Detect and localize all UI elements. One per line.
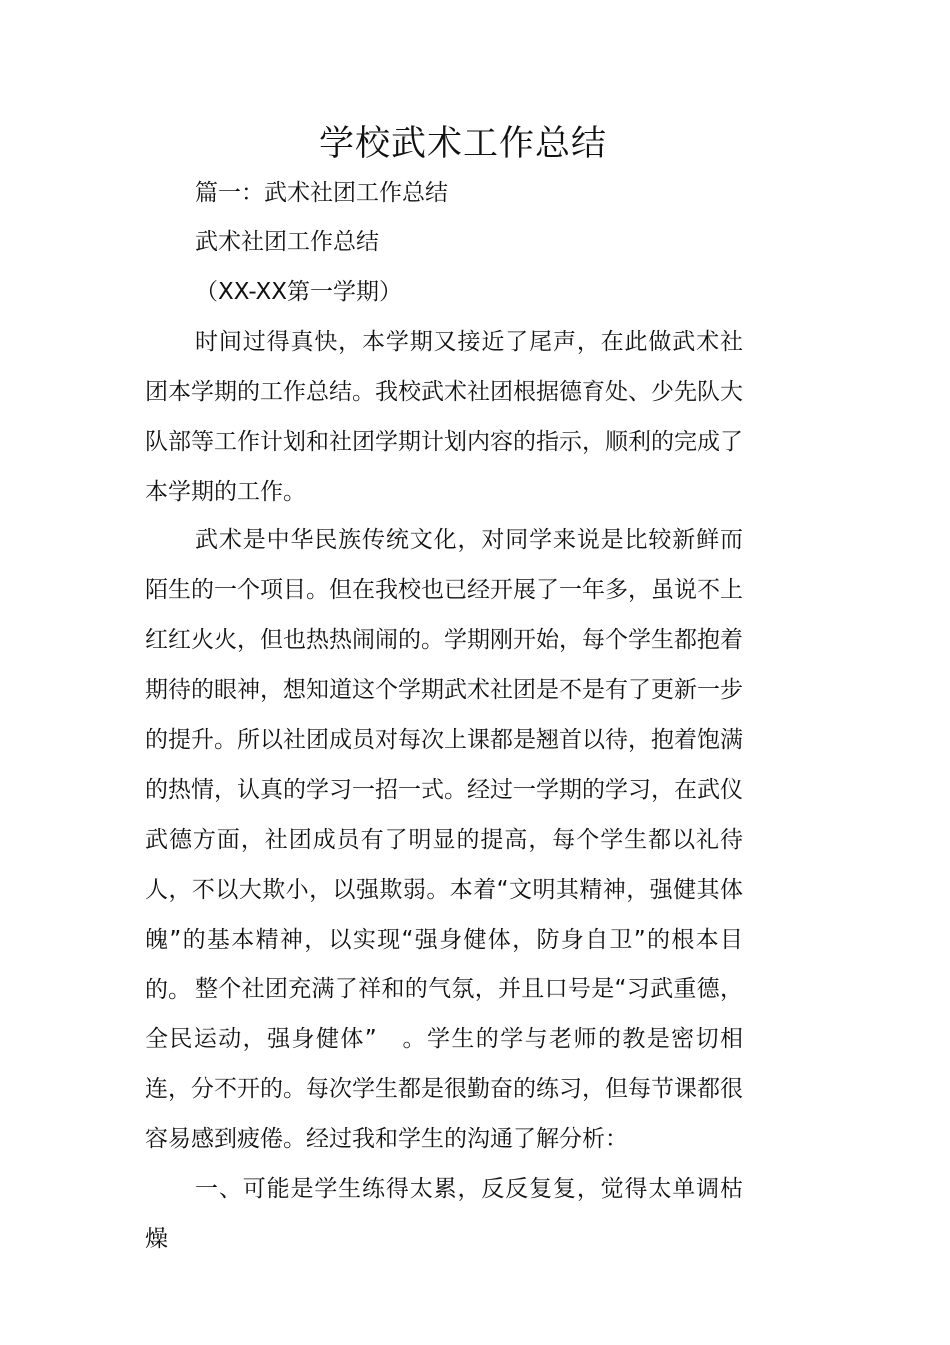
document-subtitle: 武术社团工作总结 [195, 229, 379, 255]
section-heading: 篇一：武术社团工作总结 [195, 180, 448, 206]
term-label: （XX-XX第一学期） [195, 279, 403, 305]
paragraph-1: 时间过得真快，本学期又接近了尾声，在此做武术社团本学期的工作总结。我校武术社团根据德育处、少先队大队部等工作计划和社团学期计划内容的指示，顺利的完成了本学期的工作。 [145, 329, 743, 505]
paragraph-4: 一、可能是学生练得太累，反反复复，觉得太单调枯燥 [145, 1176, 743, 1252]
paragraph-2: 武术是中华民族传统文化，对同学来说是比较新鲜而陌生的一个项目。但在我校也已经开展了一年多，虽说不上红红火火，但也热热闹闹的。学期刚开始，每个学生都抱着期待的眼神，想知道这个学期武术社团是不是有了更新一步的提升。所以社团成员对每次上课都是翘首以待，抱着饱满的热情，认真的学习一招一式。经过一学期的学习，在武仪武德方面，社团成员有了明显的提高，每个学生都以礼待人，不以大欺小，以强欺弱。本着“文明其精神，强健其体魄”的基本精神，以实现“强身健体，防身自卫”的根本目的。 [145, 527, 743, 1003]
document-title: 学校武术工作总结 [318, 124, 607, 164]
paragraph-3: 整个社团充满了祥和的气氛，并且口号是“习武重德，全民运动，强身健体” 。学生的学与老师的教是密切相连，分不开的。每次学生都是很勤奋的练习，但每节课都很容易感到疲倦。经过我和学生的沟通了解分析： [145, 976, 743, 1152]
